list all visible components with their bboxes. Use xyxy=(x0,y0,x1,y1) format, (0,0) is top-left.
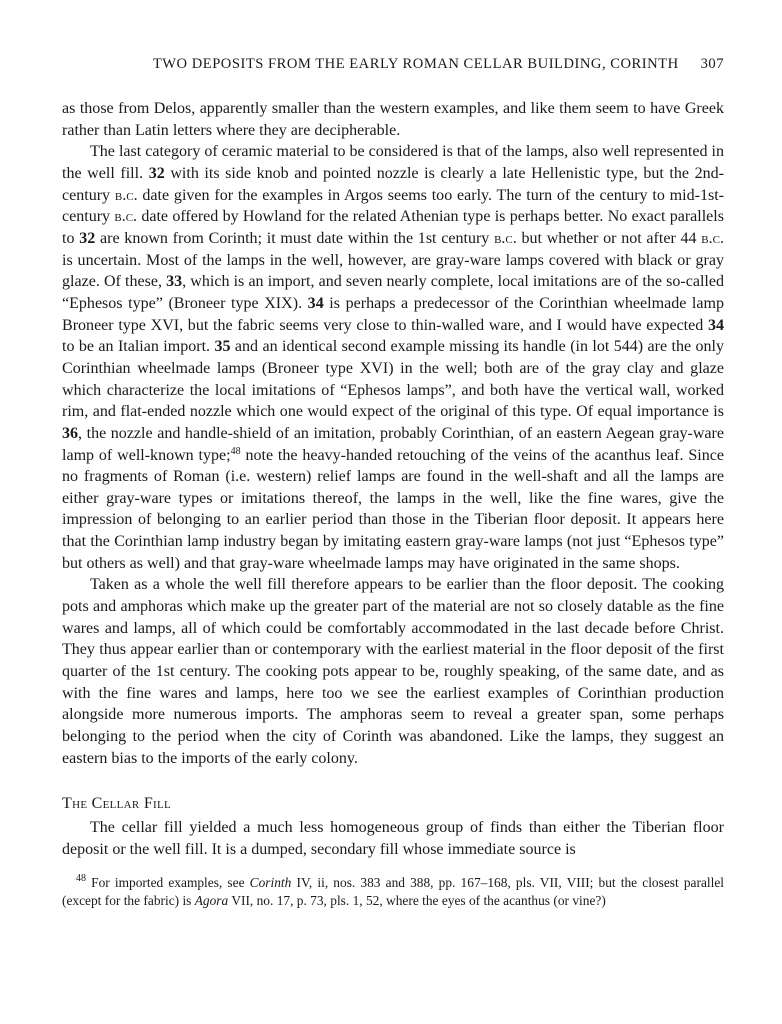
footnote-reference: 48 xyxy=(230,445,241,457)
era-abbreviation: b.c. xyxy=(701,229,724,247)
era-abbreviation: b.c. xyxy=(114,208,138,226)
text-run: date offered by Howland for the related Athenian type is perhaps better. No exact parallels to xyxy=(62,208,724,247)
text-run: The last category of ceramic material to be considered is that of the lamps, also well represented in the well fill. xyxy=(62,143,724,182)
publication-title: Corinth xyxy=(249,874,292,890)
text-run: as those from Delos, apparently smaller than the western examples, and like them seem to have Greek rather than Latin letters where they are decipherable. xyxy=(62,100,724,139)
text-run: to be an Italian import. xyxy=(62,338,215,356)
text-run: but whether or not after 44 xyxy=(516,229,702,247)
text-run: , the nozzle and handle-shield of an imitation, probably Corinthian, of an eastern Aegean gray-ware lamp of well-known type; xyxy=(62,424,724,464)
text-run: date given for the examples in Argos seems too early. The turn of the century to mid-1st-century xyxy=(62,186,724,226)
catalogue-number: 32 xyxy=(148,164,165,182)
catalogue-number: 34 xyxy=(707,316,724,334)
era-abbreviation: b.c. xyxy=(114,186,138,204)
text-run: , which is an import, and seven nearly complete, local imitations are of the so-called “Ephesos type” (Broneer type XIX). xyxy=(62,273,724,312)
catalogue-number: 32 xyxy=(79,229,96,247)
paragraph-continuation xyxy=(62,98,724,141)
body-text xyxy=(62,98,724,861)
catalogue-number: 35 xyxy=(214,338,231,356)
page-number: 307 xyxy=(700,56,724,72)
era-abbreviation: b.c. xyxy=(494,229,517,247)
text-run: VII, no. 17, p. 73, pls. 1, 52, where the eyes of the acanthus (or vine?) xyxy=(228,893,606,909)
section-heading: The Cellar Fill xyxy=(62,795,172,813)
running-header xyxy=(62,54,724,74)
paragraph-well-fill-summary xyxy=(62,574,724,769)
footnote-marker: 48 xyxy=(76,872,86,884)
text-run: are known from Corinth; it must date within the 1st century xyxy=(95,229,495,247)
text-run: is perhaps a predecessor of the Corinthian wheelmade lamp Broneer type XVI, but the fabric seems very close to thin-walled ware, and I would have expected xyxy=(62,294,724,334)
catalogue-number: 36 xyxy=(62,424,79,442)
paragraph-cellar-fill: The cellar fill yielded a much less homogeneous group of finds than either the Tiberian floor deposit or the well fill. It is a dumped, secondary fill whose immediate source is xyxy=(62,819,724,858)
publication-title: Agora xyxy=(194,893,229,909)
text-run: Taken as a whole the well fill therefore appears to be earlier than the floor deposit. The cooking pots and amphoras which make up the greater part of the material are not so closely datable as the fine wares and lamps, all of which could be comfortably accommodated in the last decade before Christ. They thus appear earlier than or contemporary with the earliest material in the floor deposit of the first quarter of the 1st century. The cooking pots appear to be, roughly speaking, of the same date, and as with the fine wares and lamps, here too we see the earliest examples of Corinthian production alongside more numerous imports. The amphoras seem to reveal a greater span, some perhaps belonging to the period when the city of Corinth was abandoned. Like the lamps, they suggest an eastern bias to the imports of the early colony. xyxy=(62,576,724,767)
paragraph-lamps xyxy=(62,141,724,574)
running-title: TWO DEPOSITS FROM THE EARLY ROMAN CELLAR BUILDING, CORINTH xyxy=(152,56,679,72)
text-run: with its side knob and pointed nozzle is clearly a late Hellenistic type, but the 2nd-century xyxy=(62,164,724,204)
text-run: and an identical second example missing its handle (in lot 544) are the only Corinthian wheelmade lamps (Broneer type XVI) in the well; both are of the gray clay and glaze which characterize the local imitations of “Ephesos lamps”, and both have the vertical wall, worked rim, and flat-ended nozzle which one would expect of the original of this type. Of equal importance is xyxy=(62,338,724,421)
text-run: IV, ii, nos. 383 and 388, pp. 167–168, pls. VII, VIII; but the closest parallel (except for the fabric) is xyxy=(62,874,725,909)
text-run: note the heavy-handed retouching of the veins of the acanthus leaf. Since no fragments of Roman (i.e. western) relief lamps are found in the well-shaft and all the lamps are either gray-ware types or imitations thereof, the lamps in the well, like the fine wares, give the impression of belonging to an earlier period than those in the Tiberian floor deposit. It appears here that the Corinthian lamp industry began by imitating eastern gray-ware lamps (not just “Ephesos type” but others as well) and that gray-ware wheelmade lamps may have originated in the same shops. xyxy=(62,446,724,572)
page xyxy=(62,54,724,911)
catalogue-number: 33 xyxy=(166,273,183,291)
footnote-text xyxy=(62,872,725,909)
catalogue-number: 34 xyxy=(307,294,324,312)
text-run: is uncertain. Most of the lamps in the well, however, are gray-ware lamps covered with black or gray glaze. Of these, xyxy=(62,251,724,291)
footnote-48 xyxy=(62,874,724,911)
text-run: For imported examples, see xyxy=(86,874,250,890)
